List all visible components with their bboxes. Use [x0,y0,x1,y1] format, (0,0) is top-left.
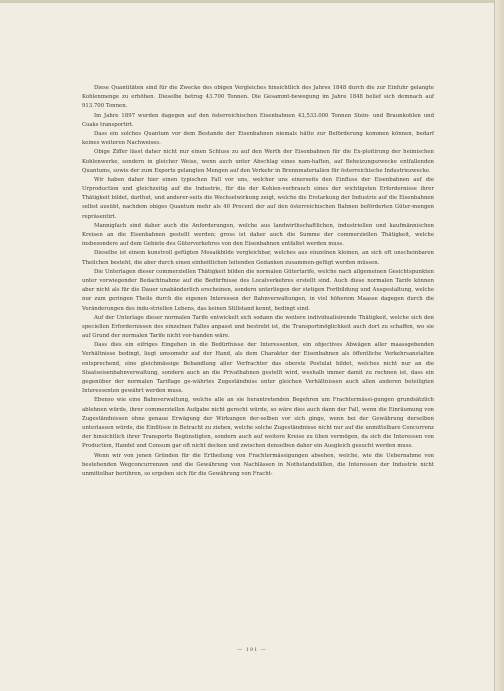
paragraph-8: Die Unterlagen dieser commerziellen Thätigkeit bilden die normalen Gütertarife, welche nach allgemeinen Gesichtspunkten unter vorwiegender Bedachtnahme auf die Bedürfnisse des Localverkehres erstellt sind. Auch diese normalen Tarife können aber nicht als für die Dauer unabänderlich erscheinen, sondern unterliegen der stetigen Fortbildung und Ausgestaltung, welche nur zum geringen Theile durch die eigenen Interessen der Bahnverwaltungen, in viel höherem Maasse dagegen durch die Veränderungen des indu-striellen Lebens, das keinen Stillstand kennt, bedingt sind. [82,268,434,312]
paragraph-7: Dieselbe ist einem kunstvoll gefügten Mosaikbilde vergleichbar, welches aus einzelnen kleinen, an sich oft unscheinbaren Theilchen besteht, die aber durch einen einheitlichen leitenden Gedanken zusammen-gefügt werden müssen. [82,250,434,266]
paragraph-11: Ebenso wie eine Bahnverwaltung, welche alle an sie herantretenden Begehren um Frachtermässi-gungen grundsätzlich ablehnen würde, ihrer commerziellen Aufgabe nicht gerecht würde, so wäre dies auch dann der Fall, wenn die Einräumung von Zugeständnissen ohne genaue Erwägung der Wirkungen der-selben vor sich ginge, wenn bei der Gewährung derselben unterlassen würde, die Einflüsse in Betracht zu ziehen, welche solche Zugeständnisse nicht nur auf die unmittelbare Concurrenz der hinsichtlich ihrer Transporte Begünstigten, sondern auch auf weitere Kreise zu üben vermögen, da sich die Interessen von Production, Handel und Consum gar oft nicht decken und zwischen denselben daher ein Ausgleich gesucht werden muss. [82,397,434,450]
paragraph-5: Wir haben daher hier einen typischen Fall vor uns, welcher uns einerseits den Einfluss der Eisenbahnen auf die Urproduction und gleichzeitig auf die Industrie, für die der Kohlen-verbrauch eines der wichtigsten Erfordernisse ihrer Thätigkeit bildet, darthut, und anderer-seits die Wechselwirkung zeigt, welche die Erstarkung der Industrie auf die Eisenbahnen selbst ausübt, nachdem obiges Quantum mehr als 40 Procent der auf den österreichischen Bahnen beförderten Güter-mengen repräsentirt. [82,176,434,220]
paragraph-2: Im Jahre 1897 wurden dagegen auf den österreichischen Eisenbahnen 43,533.000 Tonnen Stein- und Braunkohlen und Coaks transportirt. [82,112,434,128]
page-number: — 191 — [237,647,267,653]
paragraph-12: Wenn wir von jenen Gründen für die Ertheilung von Frachtermässigungen absehen, welche, wie die Uebernahme von bestehenden Wegconcurrenzen und die Gewährung von Nachlässen in Nothstandsfällen, die Interessen der Industrie nicht unmittelbar berühren, so ergeben sich für die Gewährung von Fracht- [82,452,434,477]
paragraph-10: Dass dies ein eifriges Eingehen in die Bedürfnisse der Interessenten, ein objectives Abwägen aller maassgebenden Verhältnisse bedingt, liegt umsomehr auf der Hand, als dem Charakter der Eisenbahnen als öffentliche Verkehrsanstalten entsprechend, eine gleichmässige Behandlung aller Verfrachter das oberste Postulat bildet, welches nicht nur an die Staatseisenbahnverwaltung, sondern auch an die Privatbahnen gestellt wird, weshalb immer damit zu rechnen ist, dass ein gegenüber der normalen Tariflage ge-währtes Zugeständniss unter gleichen Verhältnissen auch allen anderen beteiligten Interessenten gewährt werden muss. [82,342,434,395]
body-text [82,84,434,479]
page-top-edge [0,0,494,3]
paragraph-4: Obige Ziffer lässt daher nicht nur einen Schluss zu auf den Werth der Eisenbahnen für die Ex-ploitirung der heimischen Kohlenwerke, sondern in gleicher Weise, wenn auch unter Abschlag eines nam-haften, auf Beheizungszwecke entfallenden Quantums, sowie der zum Exporte gelangten Mengen auf den Verkehr in Brennmaterialien für österreichische Industriezwecke. [82,149,434,174]
paragraph-1: Diese Quantitäten sind für die Zwecke des obigen Vergleiches hinsichtlich des Jahres 1848 durch die zur Einfuhr gelangte Kohlenmenge zu erhöhen. Dieselbe betrug 43.700 Tonnen. Die Gesammt-bewegung im Jahre 1848 belief sich demnach auf 913.700 Tonnen. [82,85,434,110]
paragraph-9: Auf der Unterlage dieser normalen Tarife entwickelt sich sodann die weitere individualisirende Thätigkeit, welche sich den speciellen Erfordernissen des einzelnen Falles anpasst und bestrebt ist, die Transportmöglichkeit auch dort zu schaffen, wo sie auf Grund der normalen Tarife nicht vor-handen wäre. [82,314,434,340]
paragraph-3: Dass ein solches Quantum vor dem Bestande der Eisenbahnen niemals hätte zur Beförderung kommen können, bedarf keines weiteren Nachweises. [82,130,434,147]
page-right-edge [494,0,504,691]
paragraph-6: Mannigfach sind daher auch die Anforderungen, welche aus landwirthschaftlichen, industriellen und kaufmännischen Kreisen an die Eisenbahnen gestellt werden; gross ist daher auch die Summe der commerziellen Thätigkeit, welche insbesondere auf dem Gebiete des Güterverkehres von den Eisenbahnen entfaltet werden muss. [82,222,434,248]
